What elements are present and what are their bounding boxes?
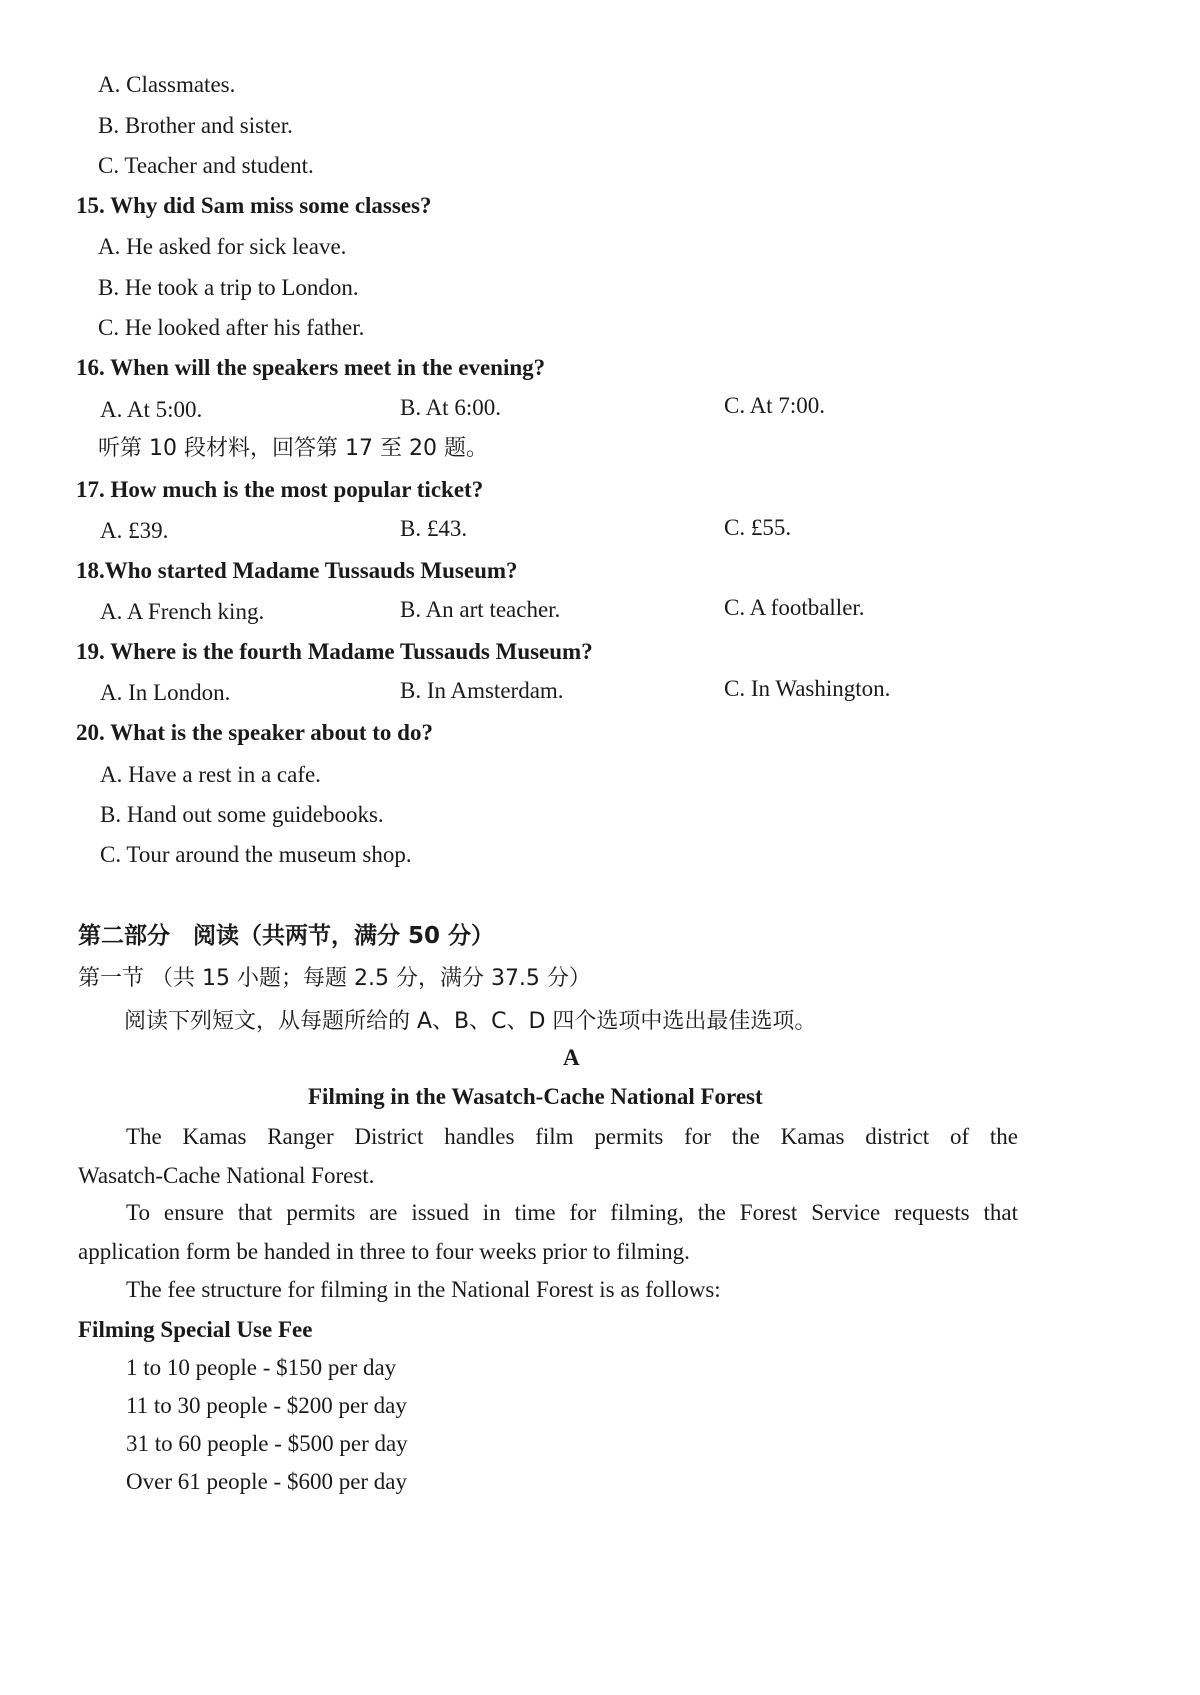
q17-option-b: B. £43. [400,516,468,541]
fee-item: 31 to 60 people - $500 per day [126,1431,408,1456]
reading-part-heading: 第二部分 阅读（共两节，满分 50 分） [78,923,495,949]
q20-question: 20. What is the speaker about to do? [76,720,433,745]
passage-title: Filming in the Wasatch-Cache National Forest [308,1084,763,1109]
section10-instruction: 听第 10 段材料，回答第 17 至 20 题。 [98,436,488,461]
q15-option-a: A. He asked for sick leave. [98,234,347,259]
reading-section-heading: 第一节 （共 15 小题；每题 2.5 分，满分 37.5 分） [78,966,591,991]
q18-option-a: A. A French king. [100,599,265,624]
q14-option-a: A. Classmates. [98,72,236,97]
q16-option-c: C. At 7:00. [724,393,825,418]
q19-question: 19. Where is the fourth Madame Tussauds Museum? [76,639,593,664]
q17-option-c: C. £55. [724,515,792,540]
para2-line2: application form be handed in three to four weeks prior to filming. [78,1239,690,1264]
q17-option-a: A. £39. [100,518,169,543]
q15-question: 15. Why did Sam miss some classes? [76,193,432,218]
fee-item: Over 61 people - $600 per day [126,1469,408,1494]
q16-option-a: A. At 5:00. [100,397,203,422]
fee-item: 1 to 10 people - $150 per day [126,1355,397,1380]
q17-question: 17. How much is the most popular ticket? [76,477,484,502]
reading-instruction: 阅读下列短文，从每题所给的 A、B、C、D 四个选项中选出最佳选项。 [124,1009,817,1034]
para1-line2: Wasatch-Cache National Forest. [78,1163,375,1188]
q18-option-b: B. An art teacher. [400,597,561,622]
q16-option-b: B. At 6:00. [400,395,501,420]
para2-line1: To ensure that permits are issued in time for filming, the Forest Service requests that [126,1200,1018,1225]
q19-option-a: A. In London. [100,680,231,705]
q18-question: 18.Who started Madame Tussauds Museum? [76,558,518,583]
passage-letter: A [563,1045,580,1070]
q14-option-b: B. Brother and sister. [98,113,293,138]
q20-option-c: C. Tour around the museum shop. [100,842,412,867]
q14-option-c: C. Teacher and student. [98,153,314,178]
q15-option-c: C. He looked after his father. [98,315,365,340]
q19-option-b: B. In Amsterdam. [400,678,564,703]
para1-line1: The Kamas Ranger District handles film permits for the Kamas district of the [126,1124,1018,1149]
q15-option-b: B. He took a trip to London. [98,275,359,300]
fee-heading: Filming Special Use Fee [78,1317,313,1342]
q20-option-a: A. Have a rest in a cafe. [100,762,321,787]
fee-item: 11 to 30 people - $200 per day [126,1393,407,1418]
q19-option-c: C. In Washington. [724,676,891,701]
q16-question: 16. When will the speakers meet in the evening? [76,355,546,380]
q18-option-c: C. A footballer. [724,595,865,620]
q20-option-b: B. Hand out some guidebooks. [100,802,384,827]
para3: The fee structure for filming in the National Forest is as follows: [126,1277,721,1302]
